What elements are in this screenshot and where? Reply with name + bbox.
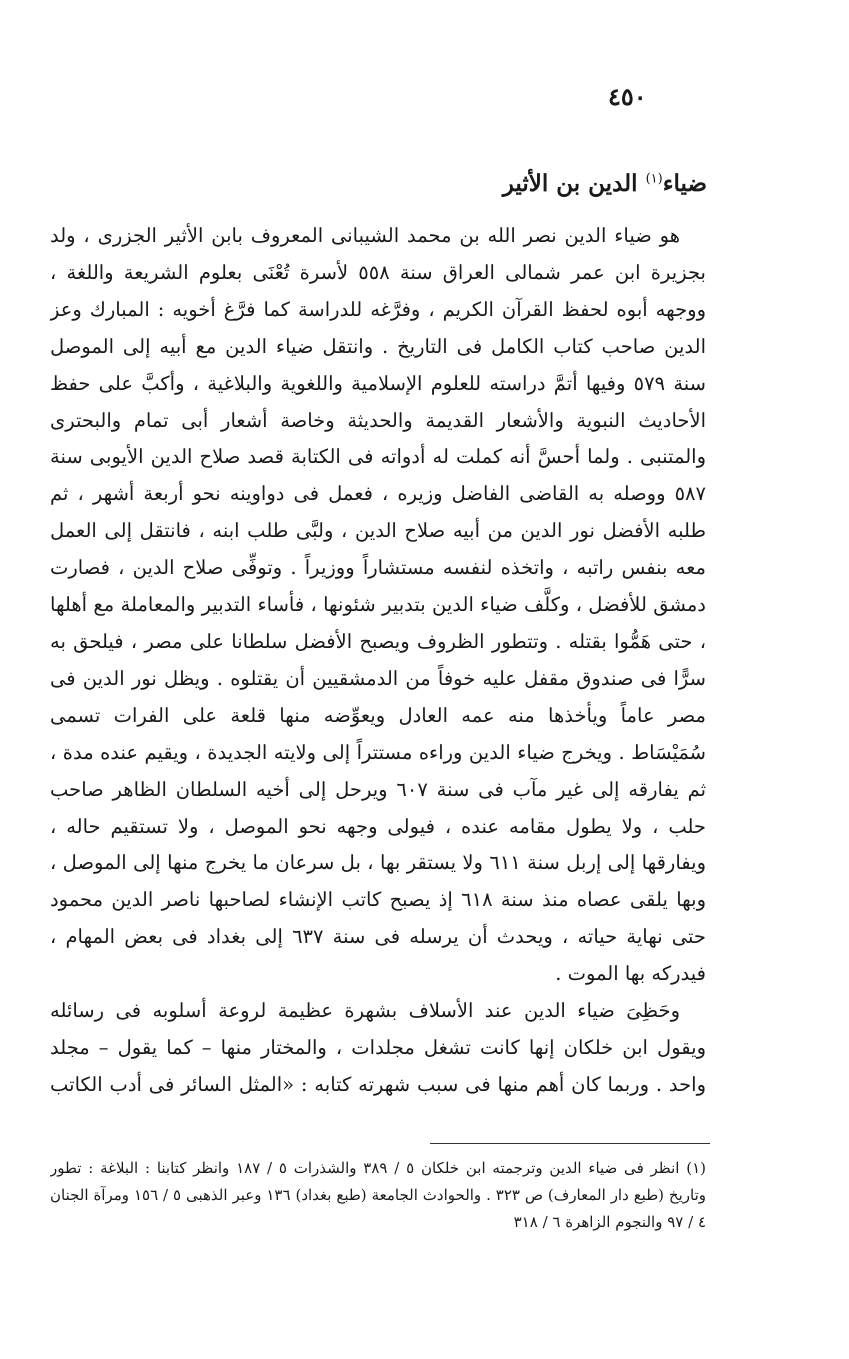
paragraph-2: وحَظِىَ ضياء الدين عند الأسلاف بشهرة عظيمة لروعة أسلوبه فى رسائله ويقول ابن خلكان إنها كانت تشغل مجلدات ، والمختار منها – كما يقول – مجلد واحد . وربما كان أهم منها فى سبب شهرته كتابه : «المثل السائر فى أدب الكاتب <box>50 999 706 1096</box>
footnote-1: (١) انظر فى ضياء الدين وترجمته ابن خلكان ٥ / ٣٨٩ والشذرات ٥ / ١٨٧ وانظر كتابنا : البلاغة : تطور وتاريخ (طبع دار المعارف) ص ٣٢٣ . والحوادث الجامعة (طبع بغداد) ١٣٦ وعبر الذهبى ٥ / ١٥٦ ومرآة الجنان ٤ / ٩٧ والنجوم الزاهرة ٦ / ٣١٨ <box>50 1159 706 1231</box>
footnote-separator <box>430 1143 710 1144</box>
footnotes <box>50 1155 706 1245</box>
page-number: ٤٥٠ <box>608 82 647 111</box>
section-heading <box>503 170 707 197</box>
heading-title-part1: ضياء <box>662 170 707 197</box>
paragraph-1: هو ضياء الدين نصر الله بن محمد الشيبانى المعروف بابن الأثير الجزرى ، ولد بجزيرة ابن عمر شمالى العراق سنة ٥٥٨ لأسرة تُعْنَى بعلوم الشريعة واللغة ، ووجهه أبوه لحفظ القرآن الكريم ، وفرَّغه للدراسة كما فرَّغ أخويه : المبارك وعز الدين صاحب كتاب الكامل فى التاريخ . وانتقل ضياء الدين مع أبيه إلى الموصل سنة ٥٧٩ وفيها أتمَّ دراسته للعلوم الإسلامية واللغوية والبلاغية ، وأكبَّ على حفظ الأحاديث النبوية والأشعار القديمة والحديثة وخاصة أشعار أبى تمام والبحترى والمتنبى . ولما أحسَّ أنه كملت له أدواته فى الكتابة قصد صلاح الدين الأيوبى سنة ٥٨٧ ووصله به القاضى الفاضل وزيره ، فعمل فى دواوينه نحو أربعة أشهر ، ثم طلبه الأفضل نور الدين من أبيه صلاح الدين ، ولبَّى طلب ابنه ، فانتقل إلى العمل معه بنفس راتبه ، واتخذه لنفسه مستشاراً ووزيراً . وتوفِّى صلاح الدين ، فصارت دمشق للأفضل ، وكلَّف ضياء الدين بتدبير شئونها ، فأساء التدبير والمعاملة مع أهلها ، حتى هَمُّوا بقتله . وتتطور الظروف ويصبح الأفضل سلطانا على مصر ، فيلحق به سرًّا فى صندوق مقفل عليه خوفاً من الدمشقيين أن يقتلوه . ويظل نور الدين فى مصر عاماً ويأخذها منه عمه العادل ويعوِّضه منها قلعة على الفرات تسمى سُمَيْسَاط . ويخرج ضياء الدين وراءه مستتراً إلى ولايته الجديدة ، ويقيم عنده مدة ، ثم يفارقه إلى غير مآب فى سنة ٦٠٧ ويرحل إلى أخيه السلطان الظاهر صاحب حلب ، ولا يطول مقامه عنده ، فيولى وجهه نحو الموصل ، ولا تستقيم حاله ، ويفارقها إلى إربل سنة ٦١١ ولا يستقر بها ، بل سرعان ما يخرج منها إلى الموصل ، وبها يلقى عصاه منذ سنة ٦١٨ إذ يصبح كاتب الإنشاء لصاحبها ناصر الدين محمود حتى نهاية حياته ، ويحدث أن يرسله فى سنة ٦٣٧ إلى بغداد فى بعض المهام ، فيدركه بها الموت . <box>50 224 706 986</box>
heading-title-part2: الدين بن الأثير <box>502 170 646 197</box>
footnote-reference: (١) <box>645 171 663 187</box>
body-text <box>50 218 706 1098</box>
